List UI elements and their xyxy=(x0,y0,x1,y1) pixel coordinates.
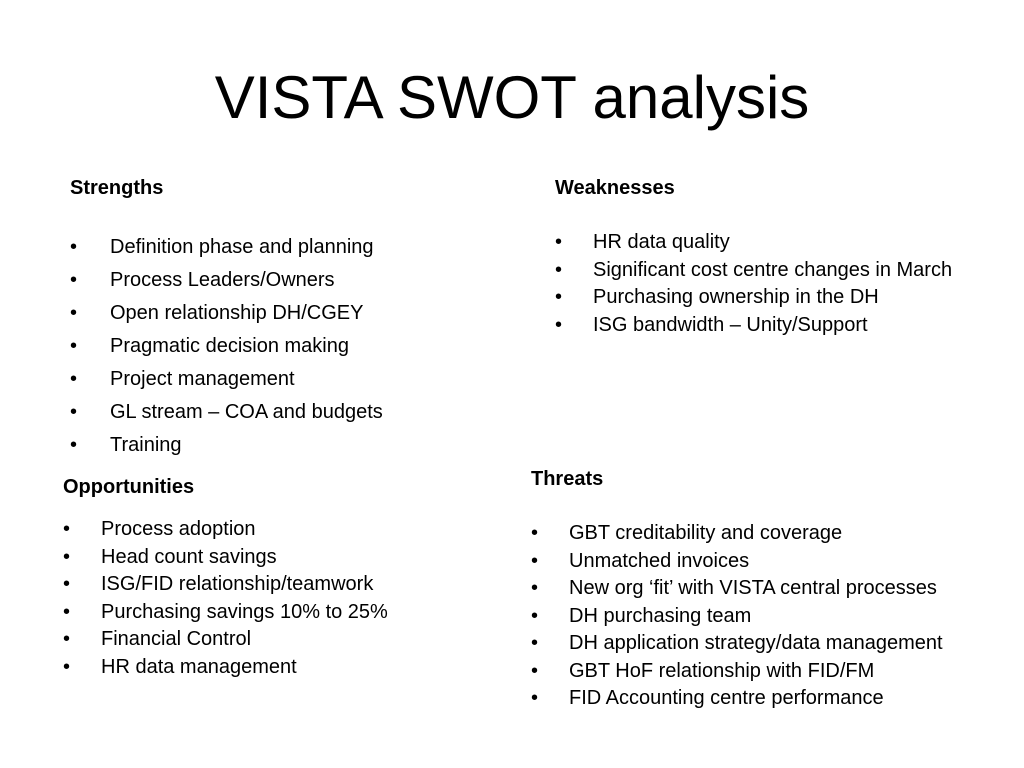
bullet: • xyxy=(63,545,71,568)
bullet: • xyxy=(531,549,539,572)
threats-heading: Threats xyxy=(531,468,604,490)
list-item xyxy=(70,236,510,258)
list-item xyxy=(531,605,1011,627)
list-item-text: Open relationship DH/CGEY xyxy=(110,302,364,324)
list-item-text: Financial Control xyxy=(101,628,252,650)
bullet: • xyxy=(63,628,71,650)
list-item-text: Training xyxy=(110,434,182,456)
list-item xyxy=(63,546,503,568)
list-item xyxy=(531,550,1011,572)
opportunities-list xyxy=(63,518,503,678)
list-item xyxy=(70,302,510,324)
bullet: • xyxy=(555,258,563,281)
bullet: • xyxy=(70,335,78,357)
list-item-text: GL stream – COA and budgets xyxy=(110,401,383,423)
bullet: • xyxy=(70,368,78,390)
list-item xyxy=(555,314,995,336)
list-item-text: FID Accounting centre performance xyxy=(569,687,884,709)
list-item-text: ISG bandwidth – Unity/Support xyxy=(593,313,868,336)
list-item-text: Purchasing savings 10% to 25% xyxy=(101,600,388,623)
list-item xyxy=(63,628,503,650)
opportunities-heading: Opportunities xyxy=(63,476,195,498)
list-item xyxy=(63,573,503,595)
list-item-text: Process adoption xyxy=(101,518,256,540)
list-item-text: HR data management xyxy=(101,655,297,678)
bullet: • xyxy=(555,313,563,336)
bullet: • xyxy=(555,286,563,308)
list-item xyxy=(70,335,510,357)
list-item-text: Process Leaders/Owners xyxy=(110,269,335,291)
bullet: • xyxy=(70,302,78,324)
opportunities-section xyxy=(63,475,503,683)
bullet: • xyxy=(63,573,71,595)
strengths-section xyxy=(70,176,510,467)
list-item xyxy=(555,286,995,308)
list-item xyxy=(555,259,995,281)
list-item xyxy=(63,601,503,623)
list-item-text: New org ‘fit’ with VISTA central processes xyxy=(569,577,937,599)
list-item xyxy=(63,656,503,678)
list-item xyxy=(531,660,1011,682)
list-item-text: GBT creditability and coverage xyxy=(569,522,843,544)
bullet: • xyxy=(531,659,539,682)
bullet: • xyxy=(531,604,539,627)
list-item xyxy=(70,269,510,291)
bullet: • xyxy=(70,269,78,291)
strengths-list xyxy=(70,236,510,456)
threats-section xyxy=(531,467,1011,715)
bullet: • xyxy=(63,655,71,678)
list-item xyxy=(531,577,1011,599)
list-item xyxy=(531,522,1011,544)
list-item xyxy=(70,401,510,423)
list-item xyxy=(555,231,995,253)
bullet: • xyxy=(531,632,539,654)
bullet: • xyxy=(531,522,539,544)
list-item-text: Unmatched invoices xyxy=(569,549,750,572)
bullet: • xyxy=(63,518,71,540)
list-item-text: Significant cost centre changes in March xyxy=(593,258,953,281)
list-item-text: GBT HoF relationship with FID/FM xyxy=(569,659,875,682)
list-item-text: Pragmatic decision making xyxy=(110,335,349,357)
list-item xyxy=(531,632,1011,654)
strengths-heading: Strengths xyxy=(70,177,164,199)
list-item-text: DH purchasing team xyxy=(569,604,752,627)
weaknesses-list xyxy=(555,231,995,336)
list-item xyxy=(63,518,503,540)
list-item-text: DH application strategy/data management xyxy=(569,632,943,654)
list-item-text: Purchasing ownership in the DH xyxy=(593,286,879,308)
bullet: • xyxy=(531,687,539,709)
bullet: • xyxy=(70,434,78,456)
list-item xyxy=(70,434,510,456)
bullet: • xyxy=(63,600,71,623)
list-item-text: HR data quality xyxy=(593,231,730,253)
slide-title: VISTA SWOT analysis xyxy=(214,64,810,131)
bullet: • xyxy=(70,236,78,258)
bullet: • xyxy=(70,401,78,423)
list-item-text: Head count savings xyxy=(101,545,277,568)
list-item xyxy=(70,368,510,390)
list-item-text: Project management xyxy=(110,368,295,390)
bullet: • xyxy=(531,577,539,599)
weaknesses-heading: Weaknesses xyxy=(555,177,675,199)
bullet: • xyxy=(555,231,563,253)
list-item xyxy=(531,687,1011,709)
weaknesses-section xyxy=(555,176,995,341)
threats-list xyxy=(531,522,1011,709)
list-item-text: Definition phase and planning xyxy=(110,236,374,258)
list-item-text: ISG/FID relationship/teamwork xyxy=(101,573,374,595)
